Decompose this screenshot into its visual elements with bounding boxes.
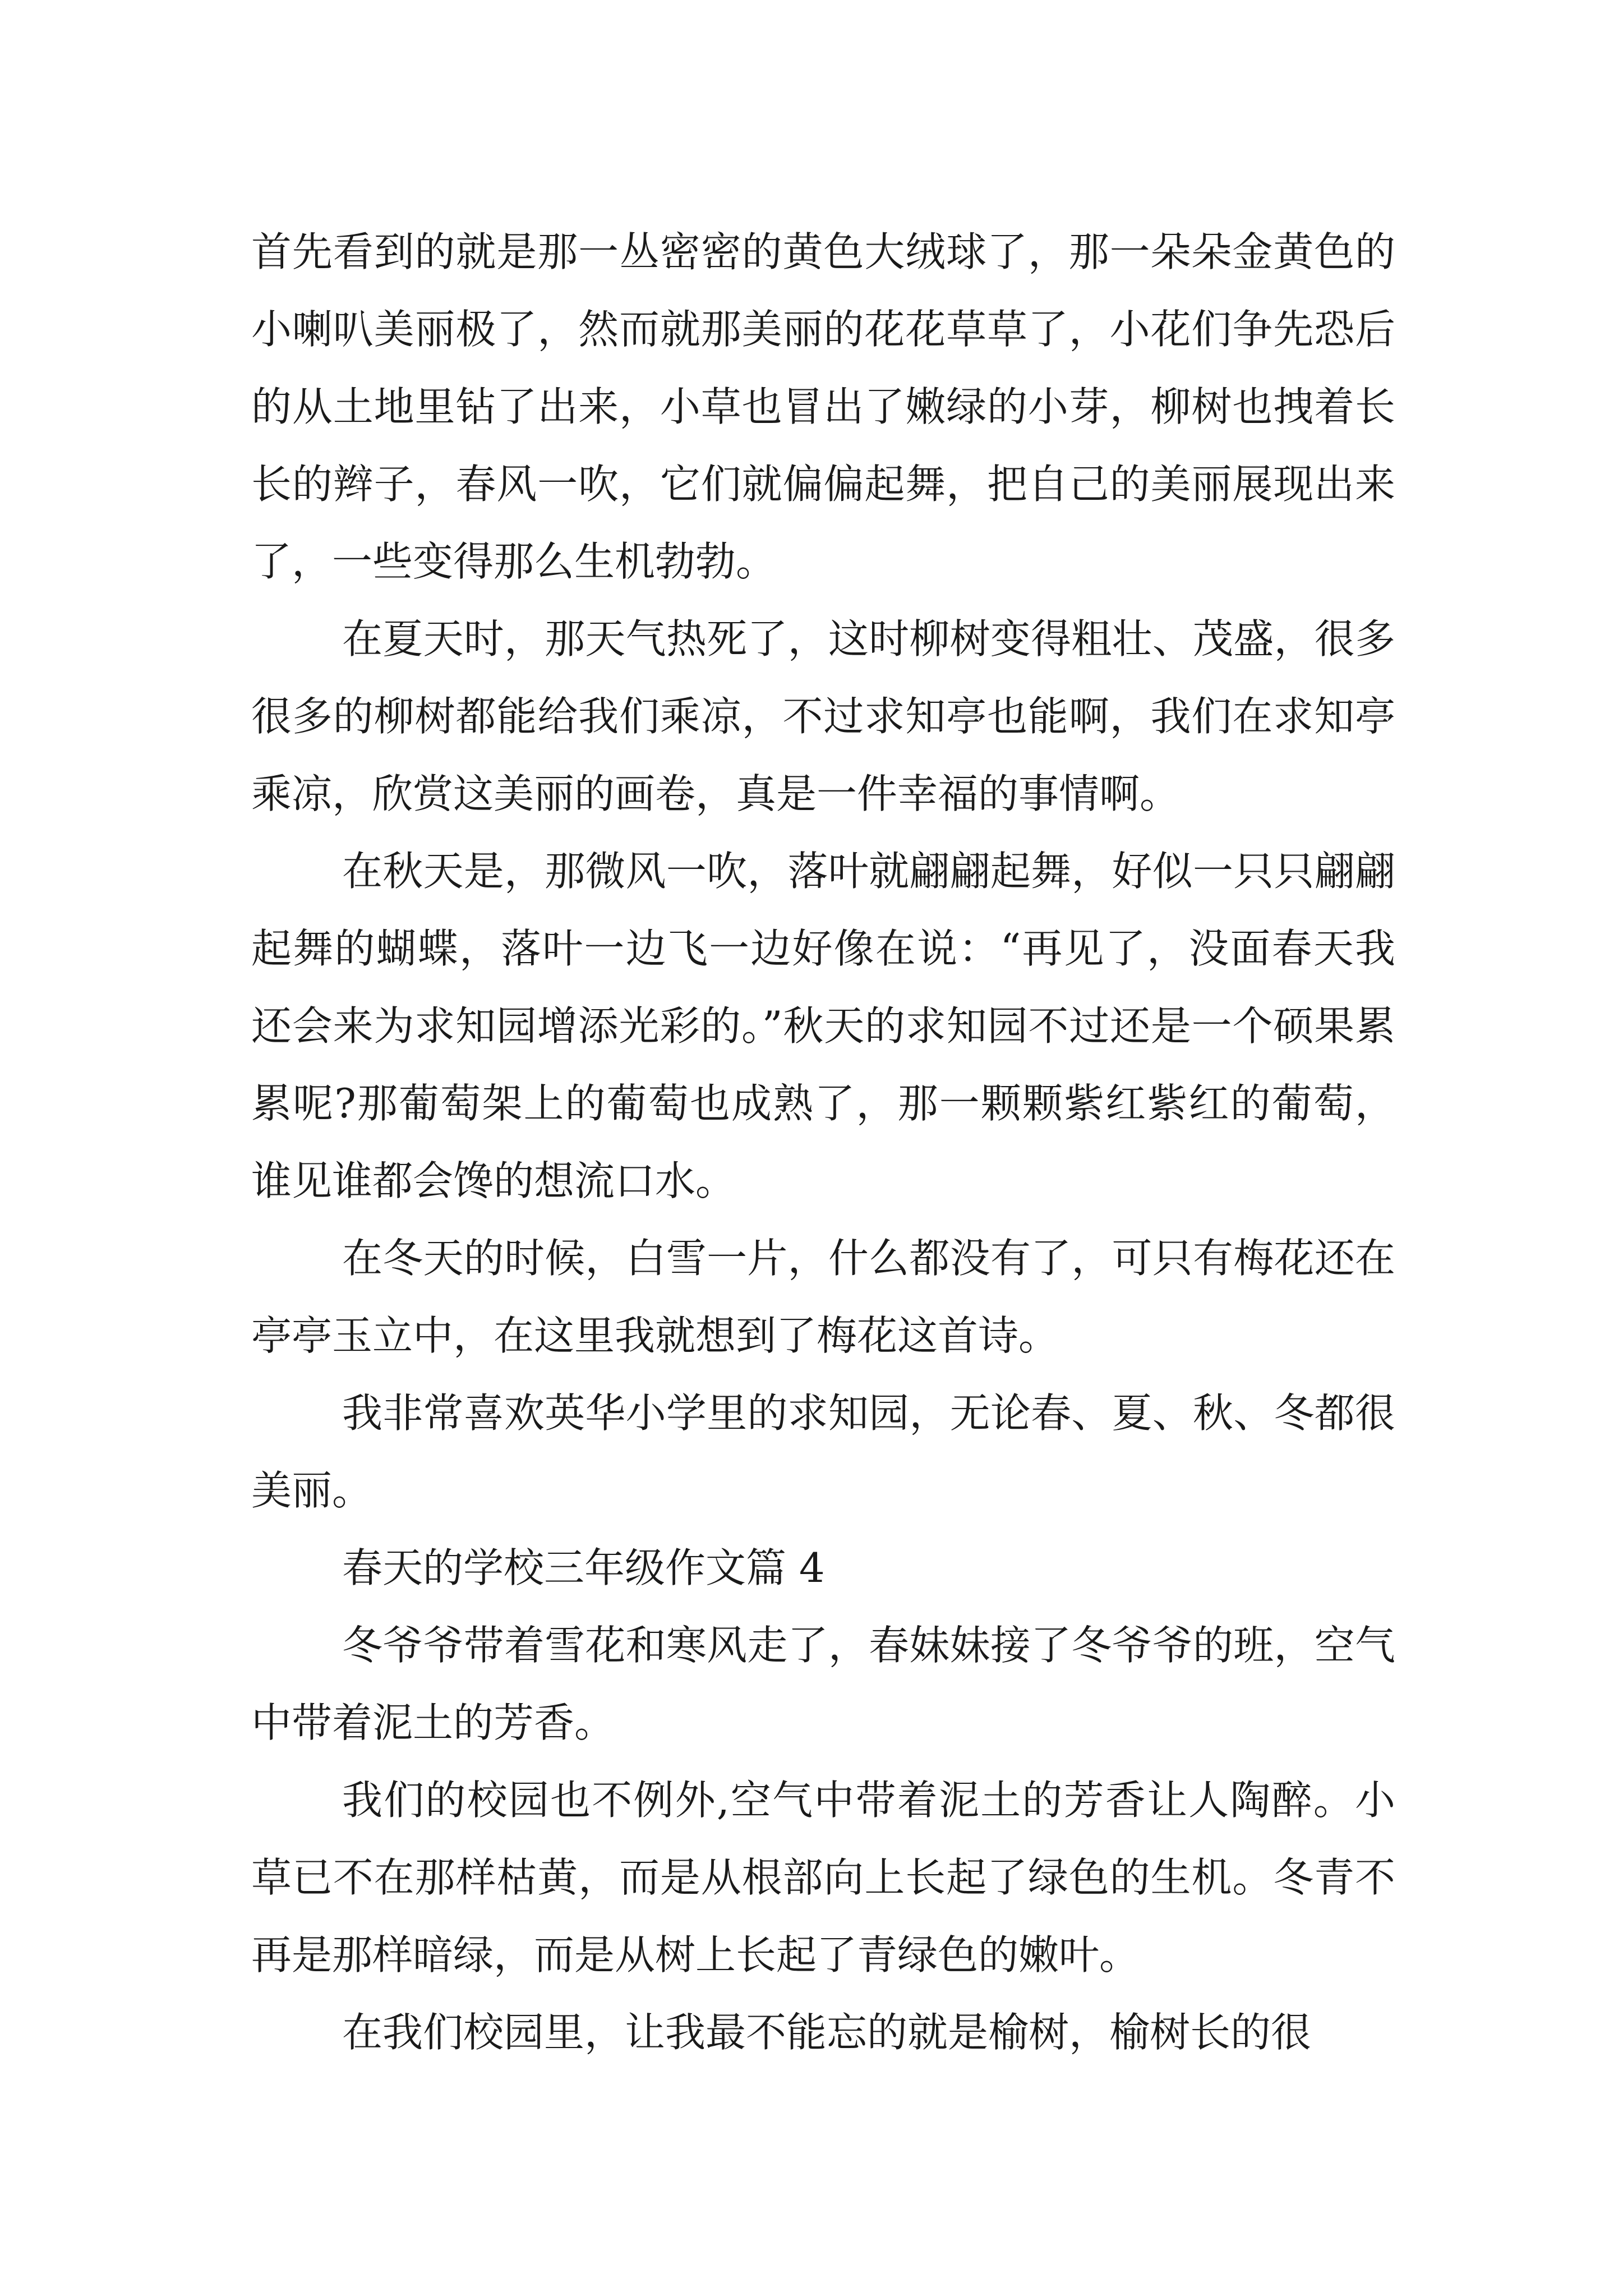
paragraph-elm-tree: 在我们校园里，让我最不能忘的就是榆树，榆树长的很	[342, 2009, 1312, 2056]
document-body	[251, 213, 1395, 2071]
paragraph-conclusion: 我非常喜欢英华小学里的求知园，无论春、夏、秋、冬都很美丽。	[251, 1389, 1395, 1514]
paragraph-summer: 在夏天时，那天气热死了，这时柳树变得粗壮、茂盛，很多很多的柳树都能给我们乘凉，不过求知亭也能啊，我们在求知亭乘凉，欣赏这美丽的画卷，真是一件幸福的事情啊。	[251, 615, 1395, 817]
section-heading: 春天的学校三年级作文篇 4	[342, 1544, 825, 1591]
paragraph-spring-flowers: 首先看到的就是那一丛密密的黄色大绒球了，那一朵朵金黄色的小喇叭美丽极了，然而就那美丽的花花草草了，小花们争先恐后的从土地里钻了出来，小草也冒出了嫩绿的小芽，柳树也拽着长长的辫子，春风一吹，它们就偏偏起舞，把自己的美丽展现出来了，一些变得那么生机勃勃。	[251, 228, 1395, 585]
paragraph-intro-spring: 冬爷爷带着雪花和寒风走了，春妹妹接了冬爷爷的班，空气中带着泥土的芳香。	[251, 1622, 1395, 1746]
paragraph-winter: 在冬天的时候，白雪一片，什么都没有了，可只有梅花还在亭亭玉立中，在这里我就想到了梅花这首诗。	[251, 1235, 1395, 1359]
paragraph-campus: 我们的校园也不例外,空气中带着泥土的芳香让人陶醉。小草已不在那样枯黄，而是从根部向上长起了绿色的生机。冬青不再是那样暗绿，而是从树上长起了青绿色的嫩叶。	[251, 1777, 1395, 1978]
paragraph-autumn: 在秋天是，那微风一吹，落叶就翩翩起舞，好似一只只翩翩起舞的蝴蝶，落叶一边飞一边好像在说：“再见了，没面春天我还会来为求知园增添光彩的。”秋天的求知园不过还是一个硕果累累呢?那葡萄架上的葡萄也成熟了，那一颗颗紫红紫红的葡萄，谁见谁都会馋的想流口水。	[251, 848, 1395, 1204]
